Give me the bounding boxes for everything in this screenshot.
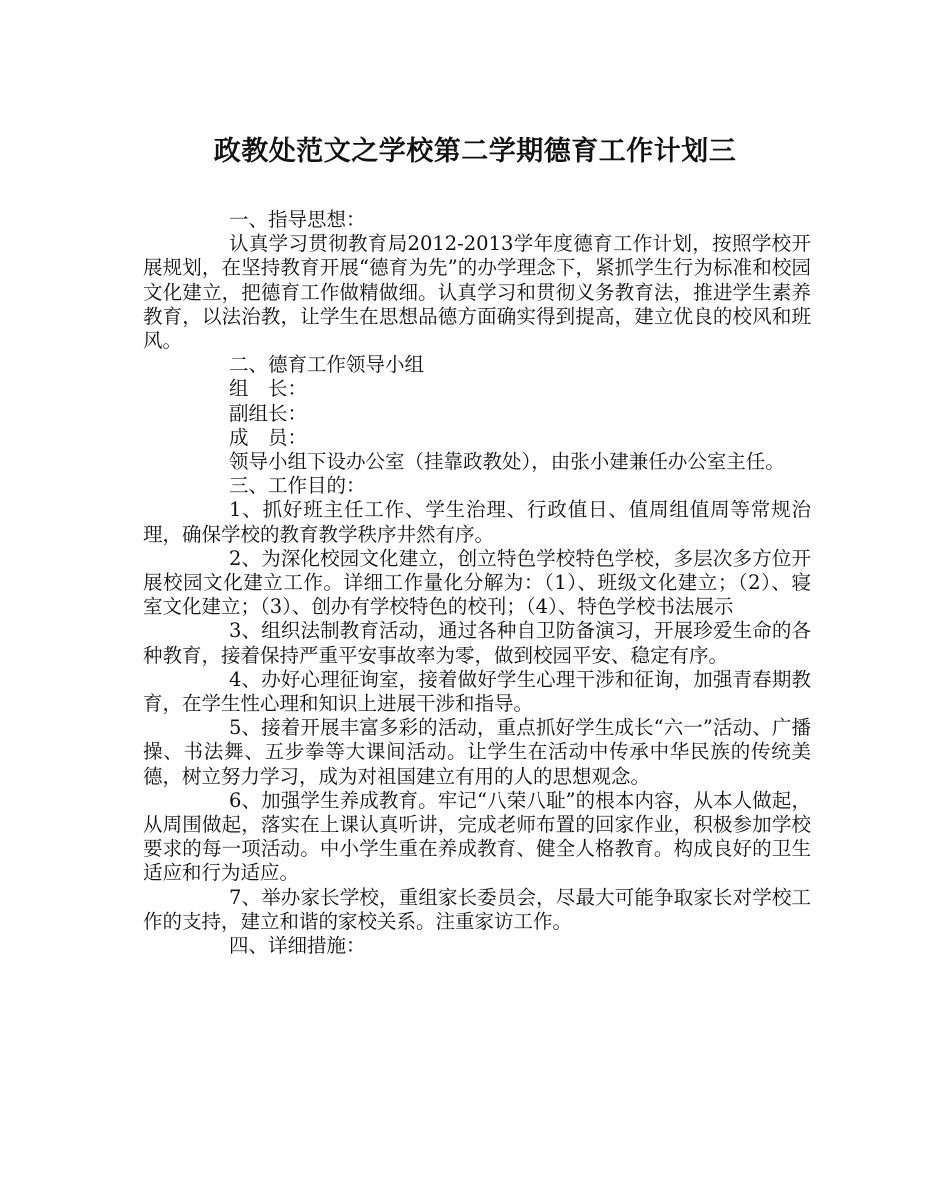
heading-guiding-thought: 一、指导思想： xyxy=(229,208,366,231)
goal-item-5: 5、接着开展丰富多彩的活动，重点抓好学生成长“六一”活动、广播操、书法舞、五步拳等大课间活动。让学生在活动中传承中华民族的传统美德，树立努力学习，成为对祖国建立有用的人的思想观念。 xyxy=(143,716,811,788)
goal-item-7: 7、举办家长学校，重组家长委员会，尽最大可能争取家长对学校工作的支持，建立和谐的家校关系。注重家访工作。 xyxy=(143,885,811,933)
goal-item-2: 2、为深化校园文化建立，创立特色学校特色学校，多层次多方位开展校园文化建立工作。详细工作量化分解为：（1）、班级文化建立；（2）、寝室文化建立；（3）、创办有学校特色的校刊；（4）、特色学校书法展示 xyxy=(143,546,811,619)
heading-detailed-measures: 四、详细措施： xyxy=(229,934,366,958)
goal-item-6: 6、加强学生养成教育。牢记“八荣八耻”的根本内容，从本人做起，从周围做起，落实在上课认真听讲，完成老师布置的回家作业，积极参加学校要求的每一项活动。中小学生重在养成教育、健全人格教育。构成良好的卫生适应和行为适应。 xyxy=(143,788,811,885)
members-line: 成 员： xyxy=(229,425,308,449)
leader-line: 组 长： xyxy=(229,377,308,401)
heading-leadership-group: 二、德育工作领导小组 xyxy=(229,353,425,377)
document-body xyxy=(143,208,811,958)
goal-item-1: 1、抓好班主任工作、学生治理、行政值日、值周组值周等常规治理，确保学校的教育教学秩序井然有序。 xyxy=(143,498,811,546)
deputy-leader-line: 副组长： xyxy=(229,401,308,425)
heading-work-goals: 三、工作目的： xyxy=(229,474,366,498)
goal-item-4: 4、办好心理征询室，接着做好学生心理干涉和征询，加强青春期教育，在学生性心理和知识上进展干涉和指导。 xyxy=(143,667,811,716)
paragraph-office: 领导小组下设办公室（挂靠政教处），由张小建兼任办公室主任。 xyxy=(229,450,785,474)
paragraph-guiding-thought: 认真学习贯彻教育局2012-2013学年度德育工作计划，按照学校开展规划，在坚持教育开展“德育为先”的办学理念下，紧抓学生行为标准和校园文化建立，把德育工作做精做细。认真学习和贯彻义务教育法，推进学生素养教育，以法治教，让学生在思想品德方面确实得到提高，建立优良的校风和班风。 xyxy=(143,232,811,353)
goal-item-3: 3、组织法制教育活动，通过各种自卫防备演习，开展珍爱生命的各种教育，接着保持严重平安事故率为零，做到校园平安、稳定有序。 xyxy=(143,619,811,667)
document-title: 政教处范文之学校第二学期德育工作计划三 xyxy=(213,136,737,167)
